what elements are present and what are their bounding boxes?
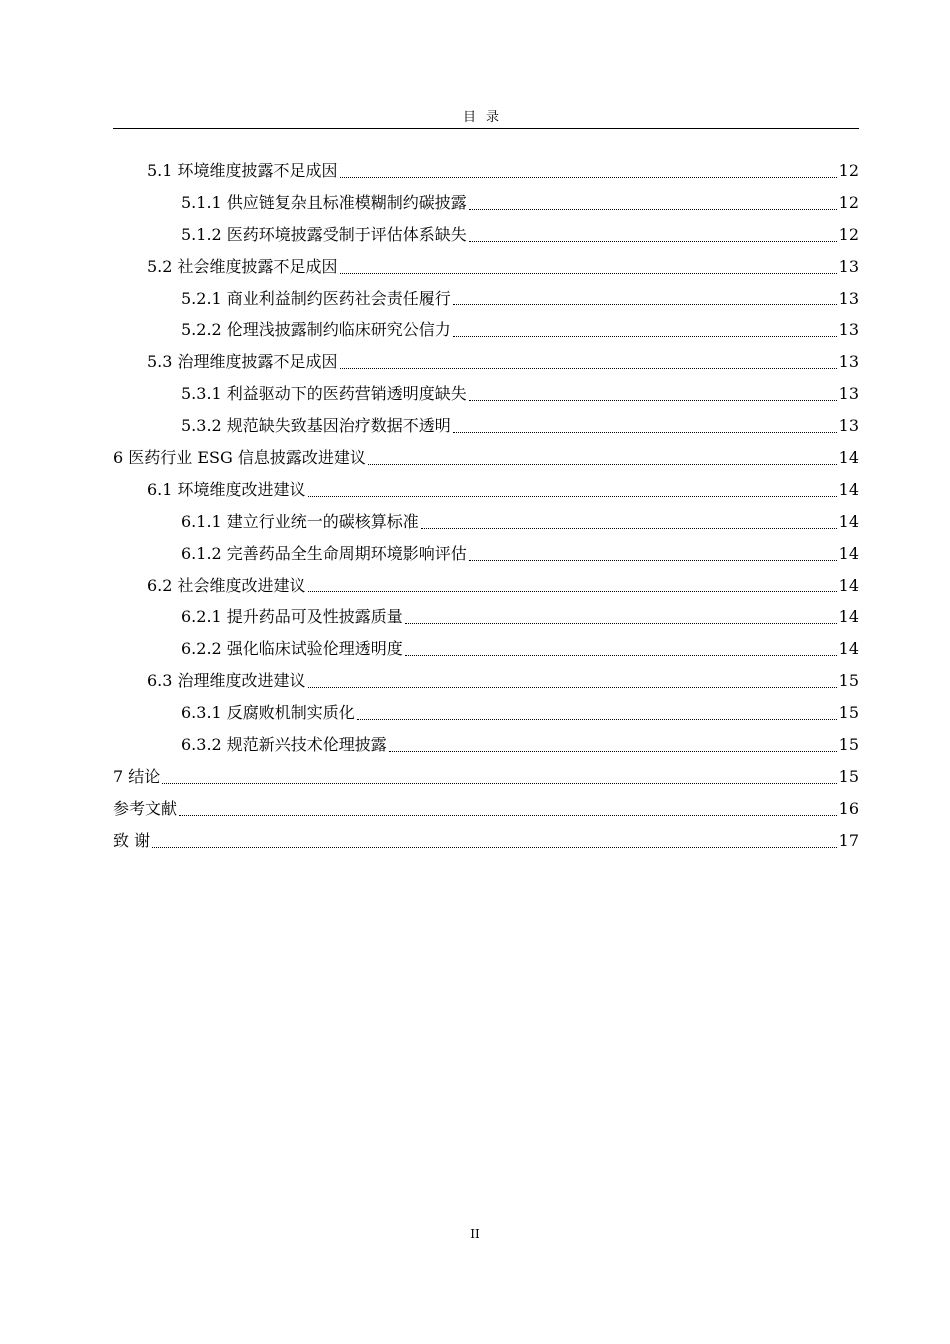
toc-entry-title: 5.2.2 伦理浅披露制约临床研究公信力 xyxy=(181,320,451,340)
toc-entry-page: 16 xyxy=(838,798,859,818)
toc-dot-leader xyxy=(469,560,837,561)
toc-entry[interactable] xyxy=(113,378,859,410)
toc-entry-page: 13 xyxy=(838,256,859,276)
page-number: II xyxy=(470,1227,480,1241)
toc-entry-page: 14 xyxy=(838,479,859,499)
toc-entry-title: 5.2.1 商业利益制约医药社会责任履行 xyxy=(181,288,451,308)
toc-dot-leader xyxy=(152,847,837,848)
toc-entry-page: 14 xyxy=(838,607,859,627)
toc-entry[interactable] xyxy=(113,346,859,378)
toc-entry-title: 6.2.2 强化临床试验伦理透明度 xyxy=(181,639,403,659)
toc-entry-title: 5.2 社会维度披露不足成因 xyxy=(147,256,338,276)
toc-dot-leader xyxy=(179,815,837,816)
toc-dot-leader xyxy=(453,432,837,433)
toc-entry-page: 15 xyxy=(838,703,859,723)
toc-dot-leader xyxy=(340,273,837,274)
toc-entry[interactable] xyxy=(113,155,859,187)
page-header: 目录 xyxy=(462,110,509,125)
toc-dot-leader xyxy=(308,687,837,688)
toc-dot-leader xyxy=(162,783,836,784)
toc-entry[interactable] xyxy=(113,410,859,442)
toc-entry-title: 6.3.1 反腐败机制实质化 xyxy=(181,703,355,723)
toc-entry-page: 15 xyxy=(838,671,859,691)
toc-entry[interactable] xyxy=(113,697,859,729)
toc-entry-page: 14 xyxy=(838,639,859,659)
toc-entry-page: 13 xyxy=(838,352,859,372)
toc-entry[interactable] xyxy=(113,506,859,538)
toc-dot-leader xyxy=(340,368,837,369)
toc-entry[interactable] xyxy=(113,442,859,474)
toc-entry-page: 12 xyxy=(838,224,859,244)
toc-entry-title: 5.1.2 医药环境披露受制于评估体系缺失 xyxy=(181,224,467,244)
toc-entry-title: 6.3 治理维度改进建议 xyxy=(147,671,306,691)
toc-entry[interactable] xyxy=(113,570,859,602)
toc-dot-leader xyxy=(340,177,837,178)
toc-entry-page: 13 xyxy=(838,416,859,436)
toc-entry-page: 13 xyxy=(838,288,859,308)
toc-entry-page: 14 xyxy=(838,511,859,531)
toc-dot-leader xyxy=(389,751,837,752)
toc-entry-title: 6.3.2 规范新兴技术伦理披露 xyxy=(181,735,387,755)
toc-dot-leader xyxy=(357,719,837,720)
toc-entry[interactable] xyxy=(113,474,859,506)
header-rule xyxy=(113,128,859,129)
toc-entry[interactable] xyxy=(113,219,859,251)
toc-entry[interactable] xyxy=(113,187,859,219)
toc-dot-leader xyxy=(308,591,837,592)
toc-dot-leader xyxy=(453,304,837,305)
toc-dot-leader xyxy=(368,464,837,465)
toc-entry-title: 5.3.1 利益驱动下的医药营销透明度缺失 xyxy=(181,384,467,404)
toc-entry-page: 14 xyxy=(838,575,859,595)
toc-entry-title: 6.2 社会维度改进建议 xyxy=(147,575,306,595)
toc-entry-page: 15 xyxy=(838,766,859,786)
toc-entry-page: 14 xyxy=(838,448,859,468)
toc-entry-title: 6.2.1 提升药品可及性披露质量 xyxy=(181,607,403,627)
toc-entry[interactable] xyxy=(113,825,859,857)
toc-dot-leader xyxy=(308,496,837,497)
toc-entry[interactable] xyxy=(113,729,859,761)
toc-entry[interactable] xyxy=(113,314,859,346)
toc-entry-page: 13 xyxy=(838,384,859,404)
toc-entry[interactable] xyxy=(113,538,859,570)
toc-entry-title: 参考文献 xyxy=(113,798,178,818)
toc-entry-title: 5.3 治理维度披露不足成因 xyxy=(147,352,338,372)
toc-dot-leader xyxy=(421,528,837,529)
toc-entry-page: 12 xyxy=(838,192,859,212)
toc-entry-title: 7 结论 xyxy=(113,766,161,786)
toc-entry-page: 12 xyxy=(838,161,859,180)
toc-entry-title: 5.1.1 供应链复杂且标准模糊制约碳披露 xyxy=(181,192,467,212)
toc-entry-title: 6.1 环境维度改进建议 xyxy=(147,479,306,499)
toc-entry-title: 致 谢 xyxy=(113,830,151,850)
toc-entry[interactable] xyxy=(113,665,859,697)
toc-entry[interactable] xyxy=(113,251,859,283)
toc-entry-page: 13 xyxy=(838,320,859,340)
toc-entry[interactable] xyxy=(113,761,859,793)
toc-dot-leader xyxy=(405,655,837,656)
toc-entry[interactable] xyxy=(113,633,859,665)
toc-entry-page: 15 xyxy=(838,735,859,755)
toc-dot-leader xyxy=(469,400,837,401)
toc-entry[interactable] xyxy=(113,601,859,633)
toc-entry-title: 5.3.2 规范缺失致基因治疗数据不透明 xyxy=(181,416,451,436)
toc-entry-title: 6 医药行业 ESG 信息披露改进建议 xyxy=(113,448,366,468)
toc-dot-leader xyxy=(453,336,837,337)
toc-dot-leader xyxy=(469,241,837,242)
toc-entry[interactable] xyxy=(113,793,859,825)
toc-entry-page: 14 xyxy=(838,543,859,563)
toc-entry-title: 5.1 环境维度披露不足成因 xyxy=(147,161,338,180)
table-of-contents xyxy=(113,155,859,857)
toc-entry[interactable] xyxy=(113,283,859,315)
toc-dot-leader xyxy=(405,623,837,624)
toc-entry-page: 17 xyxy=(838,830,859,850)
toc-entry-title: 6.1.2 完善药品全生命周期环境影响评估 xyxy=(181,543,467,563)
toc-entry-title: 6.1.1 建立行业统一的碳核算标准 xyxy=(181,511,419,531)
toc-dot-leader xyxy=(469,209,837,210)
